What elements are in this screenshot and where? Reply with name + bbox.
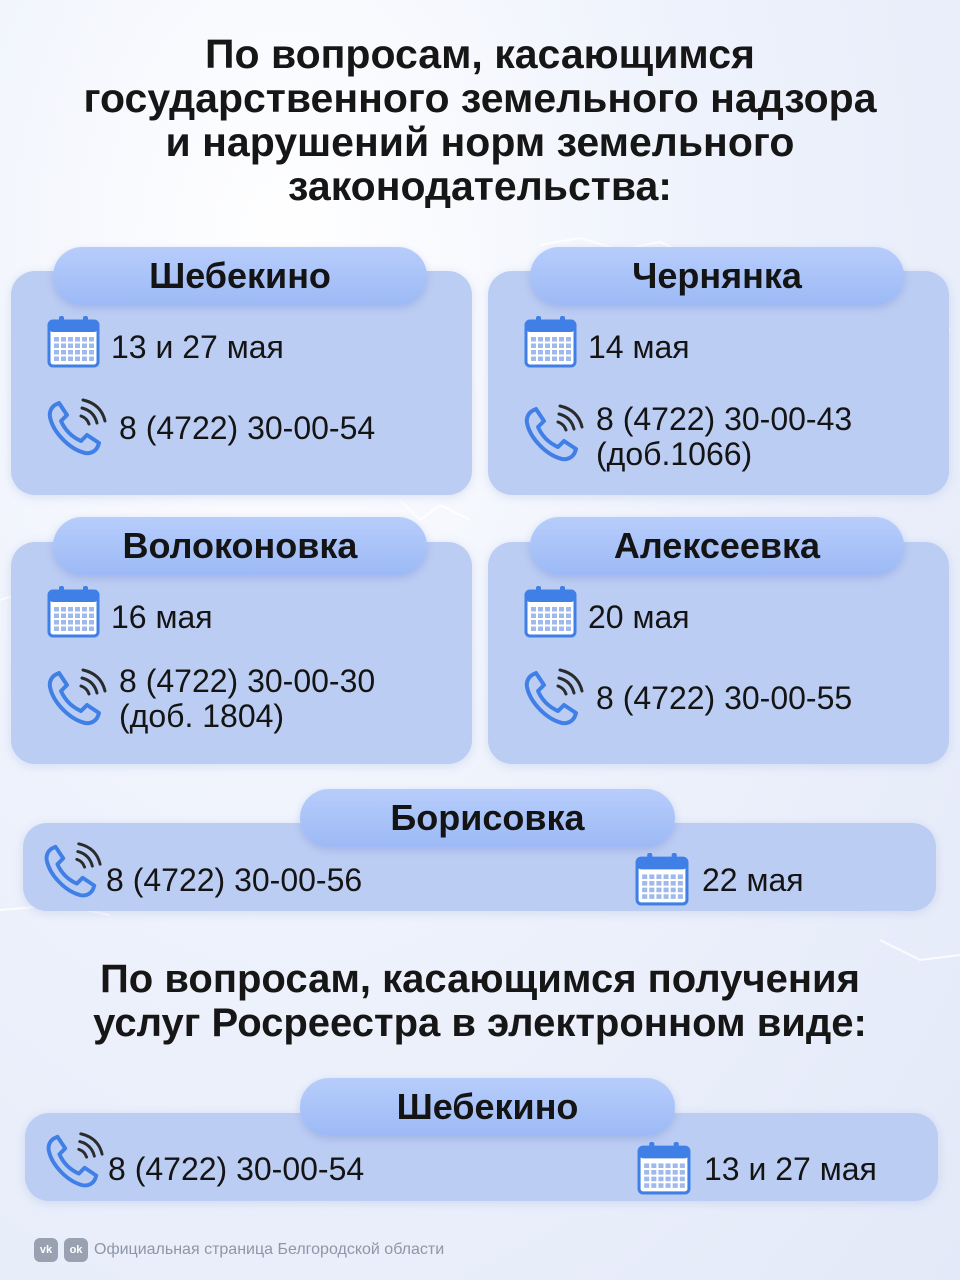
phone-shebekino-online: 8 (4722) 30-00-54 [108, 1151, 365, 1187]
section2-title-line: По вопросам, касающимся получения [100, 957, 860, 1001]
card-title-shebekino-online: Шебекино [300, 1078, 675, 1136]
ext-chernyanka: (доб.1066) [596, 436, 753, 472]
section1-title-line: По вопросам, касающимся [205, 31, 755, 77]
section2-title-line: услуг Росреестра в электронном виде: [93, 1001, 867, 1045]
calendar-icon [634, 851, 690, 907]
phone-icon [41, 394, 109, 462]
odnoklassniki-icon[interactable]: ok [64, 1238, 88, 1262]
footer [34, 1237, 444, 1263]
date-chernyanka: 14 мая [588, 329, 690, 365]
card-title-shebekino: Шебекино [53, 247, 427, 305]
phone-icon [40, 1128, 106, 1194]
section1-title-line: и нарушений норм земельного [165, 119, 795, 165]
phone-chernyanka: 8 (4722) 30-00-43 [596, 401, 853, 437]
section1-title [0, 32, 960, 208]
phone-icon [38, 838, 104, 904]
date-alekseevka: 20 мая [588, 599, 690, 635]
calendar-icon [46, 314, 101, 369]
card-title-volokonovka: Волоконовка [53, 517, 427, 575]
phone-icon [41, 664, 109, 732]
phone-icon [518, 400, 586, 468]
ext-volokonovka: (доб. 1804) [119, 698, 285, 734]
phone-shebekino: 8 (4722) 30-00-54 [119, 410, 376, 446]
phone-volokonovka: 8 (4722) 30-00-30 [119, 663, 376, 699]
calendar-icon [523, 314, 578, 369]
section1-title-line: государственного земельного надзора [83, 75, 877, 121]
card-title-alekseevka: Алексеевка [530, 517, 904, 575]
date-volokonovka: 16 мая [111, 599, 213, 635]
calendar-icon [523, 584, 578, 639]
phone-alekseevka: 8 (4722) 30-00-55 [596, 680, 853, 716]
vk-icon[interactable]: vk [34, 1238, 58, 1262]
date-borisovka: 22 мая [702, 862, 804, 898]
calendar-icon [46, 584, 101, 639]
date-shebekino-online: 13 и 27 мая [704, 1151, 877, 1187]
card-title-borisovka: Борисовка [300, 789, 675, 847]
card-title-chernyanka: Чернянка [530, 247, 904, 305]
phone-icon [518, 664, 586, 732]
date-shebekino: 13 и 27 мая [111, 329, 284, 365]
section2-title [0, 957, 960, 1045]
phone-borisovka: 8 (4722) 30-00-56 [106, 862, 363, 898]
footer-text: Официальная страница Белгородской области [94, 1241, 445, 1258]
calendar-icon [636, 1140, 692, 1196]
section1-title-line: законодательства: [288, 163, 672, 209]
